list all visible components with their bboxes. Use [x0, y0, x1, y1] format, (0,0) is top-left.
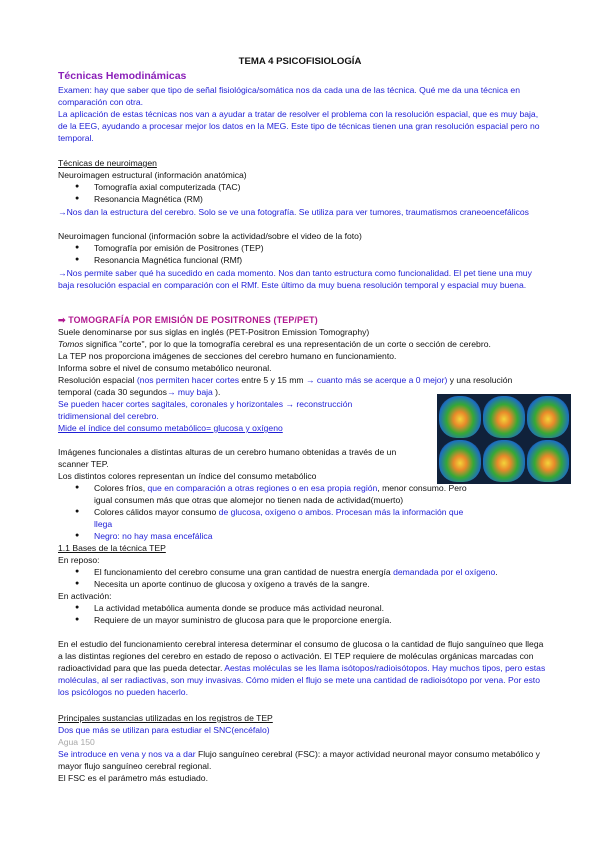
- colors-list: [58, 482, 478, 542]
- tep-line: [58, 338, 548, 350]
- list-item: ● Requiere de un mayor suministro de glucosa para que le proporcione energía.: [58, 614, 548, 626]
- res-text: ).: [212, 387, 221, 397]
- brain-slice: [483, 396, 525, 438]
- substances-line: Agua 150: [58, 737, 95, 747]
- neuroimaging-heading: Técnicas de neuroimagen: [58, 158, 157, 168]
- list-item: ● Necesita un aporte continuo de glucosa y oxígeno a través de la sangre.: [58, 578, 548, 590]
- rest-text: .: [495, 567, 498, 577]
- section-heading-hemodynamic: Técnicas Hemodinámicas: [58, 70, 187, 82]
- tep-line: Suele denominarse por sus siglas en inglés (PET-Positron Emission Tomography): [58, 327, 370, 337]
- substances-line: Dos que más se utilizan para estudiar el SNC(encéfalo): [58, 725, 270, 735]
- rest-text: El funcionamiento del cerebro consume una gran cantidad de nuestra energía: [94, 567, 394, 577]
- brain-slice: [527, 396, 569, 438]
- bases-heading: 1.1 Bases de la técnica TEP: [58, 543, 166, 553]
- res-text: → cuanto más se acerque a 0 mejor): [305, 375, 448, 385]
- substances-text: Flujo sanguíneo cerebral (FSC): a mayor actividad neuronal mayor consumo metabólico y mayor flujo sanguíneo cerebral regional.: [58, 749, 540, 771]
- tep-heading: ➡ TOMOGRAFÍA POR EMISIÓN DE POSITRONES (TEP/PET): [58, 315, 318, 325]
- cold-colors: Colores fríos,: [94, 483, 148, 493]
- list-item: [58, 482, 478, 506]
- tep-line: Informa sobre el nivel de consumo metabólico neuronal.: [58, 363, 272, 373]
- cold-colors-note: que en comparación a otras regiones o en esa propia región: [147, 483, 378, 493]
- res-text: → muy baja: [166, 387, 213, 397]
- page-title: TEMA 4 PSICOFISIOLOGÍA: [238, 56, 362, 67]
- substances-heading: Principales sustancias utilizadas en los registros de TEP: [58, 713, 273, 723]
- tomos-definition: significa "corte", por lo que la tomografía cerebral es una representación de un corte o sección de cerebro.: [83, 339, 491, 349]
- list-item: ● Tomografía por emisión de Positrones (TEP): [58, 242, 548, 254]
- functional-list: [58, 242, 548, 266]
- images-caption: Imágenes funcionales a distintas alturas de un cerebro humano obtenidas a través de un scanner TEP.: [58, 447, 397, 469]
- list-item: ● Resonancia Magnética (RM): [58, 193, 548, 205]
- rest-highlight: demandada por el oxígeno: [393, 567, 496, 577]
- functional-label: Neuroimagen funcional (información sobre la actividad/sobre el video de la foto): [58, 231, 362, 241]
- bases-text: En el estudio del funcionamiento cerebral interesa determinar el consumo de glucosa o la cantidad de flujo sanguíneo que llega a las distintas regiones del cerebro en estado de reposo o activación. El TEP requiere de moléculas orgánicas marcadas con radioactividad para que las pueda detectar.: [58, 639, 544, 673]
- res-text: entre 5 y 15 mm: [239, 375, 306, 385]
- intro-paragraph: La aplicación de estas técnicas nos van a ayudar a tratar de resolver el problema con la resolución espacial, que es muy baja, de la EEG, ayudando a procesar mejor los datos en la MEG. Este tipo de técnicas tienen una gran resolución espacial pero no temporal.: [58, 109, 540, 143]
- list-item: ● Negro: no hay masa encefálica: [58, 530, 478, 542]
- res-text: (nos permiten hacer cortes: [136, 375, 240, 385]
- structural-note: →Nos dan la estructura del cerebro. Solo se ve una fotografía. Se utiliza para ver tumores, traumatismos craneoencefálicos: [58, 207, 529, 217]
- colors-caption: Los distintos colores representan un índice del consumo metabólico: [58, 471, 317, 481]
- list-item: ● Tomografía axial computerizada (TAC): [58, 181, 548, 193]
- bases-highlight: Aestas moléculas se les llama isótopos/radioisótopos. Hay muchos tipos, pero estas moléculas, al ser radiactivas, son muy invasivas. Cómo miden el flujo se mete una cantidad de radioisótopo por vena. Por esto los psicólogos no pueden hacerlo.: [58, 663, 546, 697]
- cold-colors-rest: , menor consumo. Pero igual consumen más que otras que alomejor no tienen nada de actividad(muerto): [94, 483, 467, 505]
- list-item: ● La actividad metabólica aumenta donde se produce más actividad neuronal.: [58, 602, 548, 614]
- substances-highlight: Se introduce en vena y nos va a dar: [58, 749, 196, 759]
- substances-line: El FSC es el parámetro más estudiado.: [58, 773, 208, 783]
- tep-line: La TEP nos proporciona imágenes de secciones del cerebro humano en funcionamiento.: [58, 351, 397, 361]
- functional-note: →Nos permite saber qué ha sucedido en cada momento. Nos dan tanto estructura como funcionalidad. El pet tiene una muy baja resolución espacial en comparación con el RMf. Este último da muy buena resolución temporal y espacial muy buena.: [58, 268, 532, 290]
- structural-label: Neuroimagen estructural (información anatómica): [58, 170, 247, 180]
- metabolic-index: Mide el índice del consumo metabólico= glucosa y oxígeno: [58, 423, 283, 433]
- bases-paragraph: [58, 638, 548, 698]
- substances-paragraph: [58, 748, 548, 772]
- cuts-note: Se pueden hacer cortes sagitales, coronales y horizontales → reconstrucción tridimensional del cerebro.: [58, 399, 353, 421]
- rest-list: [58, 566, 548, 590]
- brain-slice: [439, 396, 481, 438]
- warm-colors: Colores cálidos mayor consumo: [94, 507, 219, 517]
- activation-list: [58, 602, 548, 626]
- list-item: ● Resonancia Magnética funcional (RMf): [58, 254, 548, 266]
- list-item: [58, 506, 478, 530]
- warm-colors-note: de glucosa, oxígeno o ambos. Procesan más la información que llega: [94, 507, 464, 529]
- list-item: [58, 566, 548, 578]
- res-text: Resolución espacial: [58, 375, 137, 385]
- activation-label: En activación:: [58, 591, 112, 601]
- structural-list: [58, 181, 548, 205]
- res-text: y una resolución temporal (cada 30 segundos: [58, 375, 513, 397]
- tomos-term: Tomos: [58, 339, 84, 349]
- exam-note: Examen: hay que saber que tipo de señal fisiológica/somática nos da cada una de las técnica. Qué me da una técnica en comparación con otra.: [58, 85, 520, 107]
- rest-label: En reposo:: [58, 555, 100, 565]
